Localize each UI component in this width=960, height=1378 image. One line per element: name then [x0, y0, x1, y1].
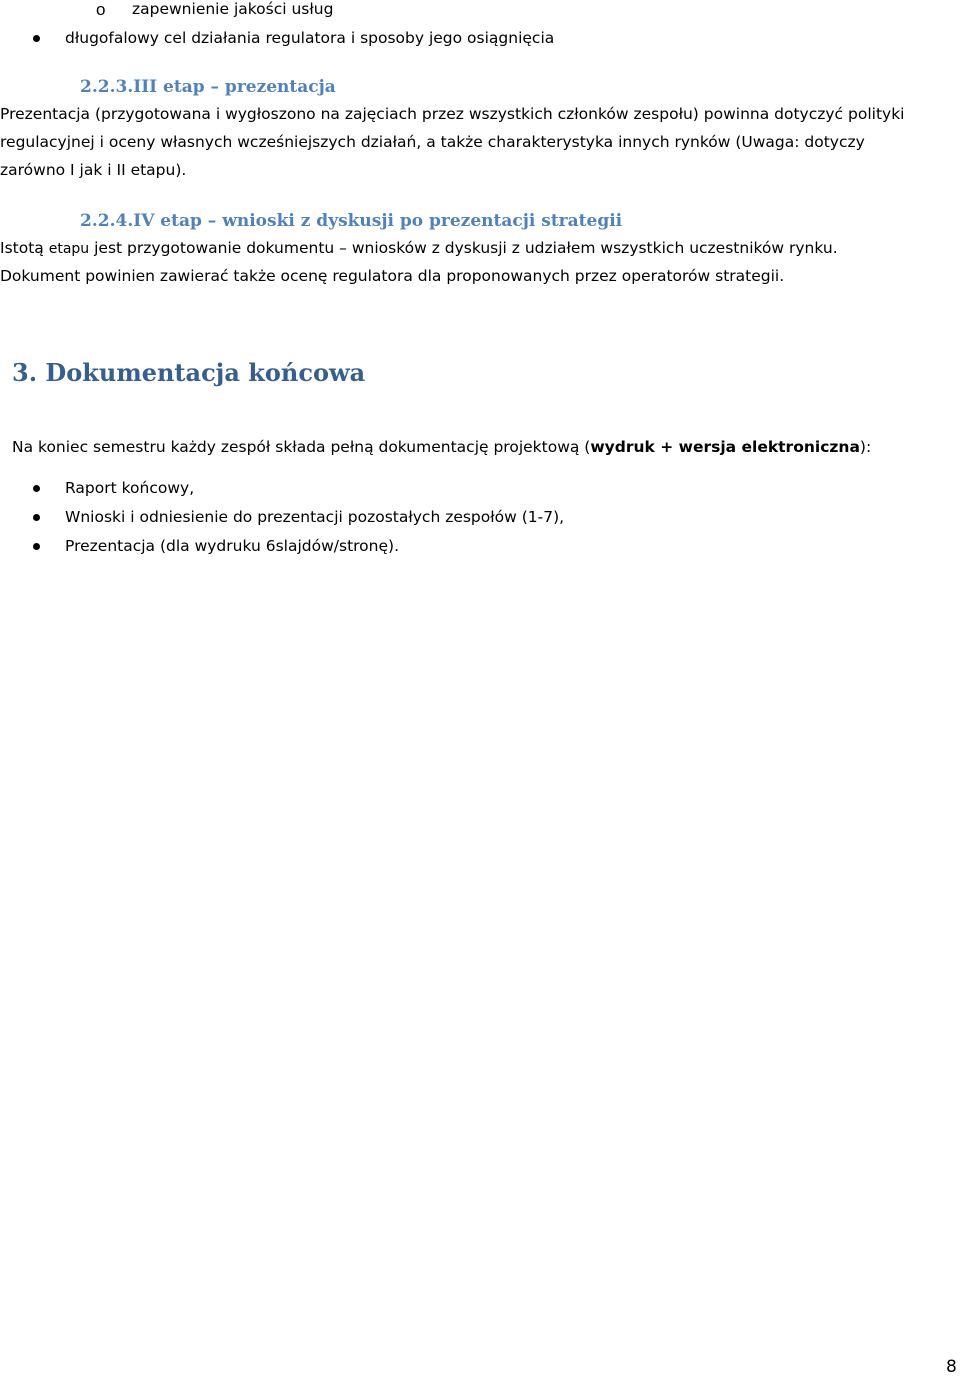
section-title: III etap – prezentacja — [133, 77, 336, 97]
chapter-title: Dokumentacja końcowa — [45, 358, 366, 387]
list-item: zapewnienie jakości usług — [132, 0, 334, 18]
bullet-icon — [33, 543, 40, 550]
text-run: ): — [859, 438, 872, 456]
paragraph-line — [12, 438, 871, 456]
chapter-number: 3. — [12, 358, 38, 387]
text-run: Istotą — [0, 239, 44, 257]
bullet-icon — [33, 514, 40, 521]
text-run: Na koniec semestru każdy zespół składa pełną dokumentację projektową ( — [12, 438, 591, 456]
text-run: jest przygotowanie dokumentu – wniosków z dyskusji z udziałem wszystkich uczestników rynku. — [94, 239, 838, 257]
paragraph-line: regulacyjnej i oceny własnych wcześniejszych działań, a także charakterystyka innych rynków (Uwaga: dotyczy — [0, 133, 865, 151]
list-item: długofalowy cel działania regulatora i sposoby jego osiągnięcia — [65, 29, 555, 47]
list-item: Prezentacja (dla wydruku 6slajdów/stronę). — [65, 537, 399, 555]
sub-bullet-marker: o — [96, 0, 106, 19]
paragraph-line: zarówno I jak i II etapu). — [0, 161, 187, 179]
paragraph-line — [0, 239, 838, 257]
page-number: 8 — [946, 1357, 957, 1377]
paragraph-line: Dokument powinien zawierać także ocenę regulatora dla proponowanych przez operatorów strategii. — [0, 267, 785, 285]
text-run-bold: wydruk + wersja elektroniczna — [590, 438, 860, 456]
section-number: 2.2.4. — [80, 211, 134, 231]
bullet-icon — [33, 485, 40, 492]
list-item: Wnioski i odniesienie do prezentacji pozostałych zespołów (1-7), — [65, 508, 565, 526]
list-item: Raport końcowy, — [65, 479, 195, 497]
section-heading — [80, 211, 622, 231]
bullet-icon — [33, 35, 40, 42]
section-number: 2.2.3. — [80, 77, 134, 97]
text-run-small: etapu — [48, 241, 90, 257]
paragraph-line: Prezentacja (przygotowana i wygłoszono na zajęciach przez wszystkich członków zespołu) powinna dotyczyć polityki — [0, 105, 905, 123]
section-heading — [80, 77, 336, 97]
chapter-heading — [12, 358, 365, 387]
section-title: IV etap – wnioski z dyskusji po prezentacji strategii — [133, 211, 623, 231]
